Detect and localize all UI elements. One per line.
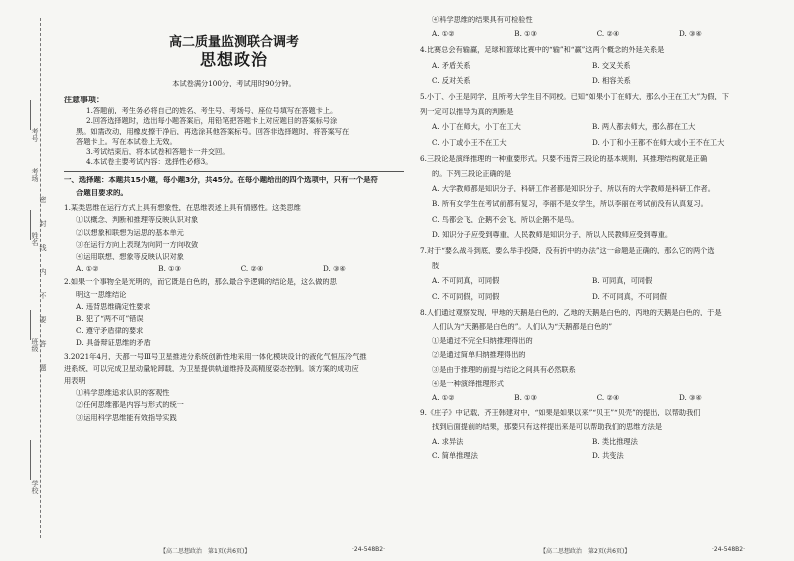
q7-options-row xyxy=(432,277,752,284)
q5-options-row xyxy=(432,139,752,146)
q1-item: ④运用联想、想象等反映认识对象 xyxy=(76,253,184,261)
q1-item: ①以概念、判断和推理等反映认识对象 xyxy=(76,216,199,224)
question-6-cont: 的。下列三段论正确的是 xyxy=(432,170,512,178)
label-class: 班级 xyxy=(31,338,39,352)
section-instructions: 一、选择题：本题共15小题，每小题3分，共45分。在每小题给出的四个选项中，只有一个是符 xyxy=(64,176,378,184)
page-1 xyxy=(64,14,404,421)
page-1-footer: 【高二思想政治 第1页(共6页)】 xyxy=(160,548,251,555)
q8-item: ③是由于推理的前提与结论之间具有必然联系 xyxy=(432,365,576,373)
seal-char: 线 xyxy=(39,244,47,251)
binding-margin xyxy=(0,0,48,561)
exam-title: 高二质量监测联合调考 xyxy=(168,35,299,50)
option-d: D. 不可同真，不可同假 xyxy=(592,291,667,301)
q1-item: ③在运行方向上表现为向同一方向收敛 xyxy=(76,240,199,249)
option-c: C. ②④ xyxy=(240,264,264,274)
q3-item: ④科学思维的结果具有可检验性 xyxy=(432,16,533,24)
notice-heading: 注意事项： xyxy=(64,96,104,105)
option-c: C. 不可同假，可同假 xyxy=(432,291,500,301)
option-d: D. 相容关系 xyxy=(592,75,631,85)
seal-char: 封 xyxy=(39,220,47,227)
q3-item: ③运用科学思维能有效指导实践 xyxy=(76,413,177,421)
q4-options-row xyxy=(432,77,752,84)
option-b: B. 类比推理法 xyxy=(592,436,638,446)
fill-line xyxy=(30,440,31,480)
option-d: D. ③④ xyxy=(323,264,346,274)
option-c: C. 反对关系 xyxy=(432,75,471,85)
option-d: D. 知识分子应受到尊重，人民教师是知识分子，所以人民教师应受到尊重。 xyxy=(432,230,673,239)
notice-line: 3.考试结束后，将本试卷和答题卡一并交回。 xyxy=(86,148,230,156)
option-d: D. ③④ xyxy=(679,29,702,39)
section-instructions: 合题目要求的。 xyxy=(76,188,128,197)
q8-item: ④是一种演绎推理形式 xyxy=(432,379,504,388)
option-b: B. 所有女学生在考试前都有复习，李丽不是女学生，所以李丽在考试前没有认真复习。 xyxy=(432,200,708,208)
option-a: A. 求异法 xyxy=(432,436,464,446)
option-a: A. ①② xyxy=(76,264,99,274)
question-8-cont: 人们认为“天鹅都是白色的”。人们认为“天鹅都是白色的” xyxy=(432,323,613,331)
option-c: C. ②④ xyxy=(596,393,620,403)
option-c: C. 遵守矛盾律的要求 xyxy=(76,327,144,335)
question-2-cont: 明这一思维结论 xyxy=(76,290,127,298)
seal-char: 要 xyxy=(39,316,47,323)
option-d: D. 小丁和小王都不在师大或小王不在工大 xyxy=(592,137,725,147)
q9-options-row xyxy=(432,438,752,445)
notice-line: 黑。如需改动，用橡皮擦干净后，再选涂其他答案标号。回答非选择题时，将答案写在 xyxy=(76,127,350,135)
question-1: 1.某类思维在运行方式上具有想象性，在思维表述上具有情感性。这类思维 xyxy=(64,204,301,212)
q8-item: ①是通过不完全归纳推理得出的 xyxy=(432,337,533,345)
label-school: 学校 xyxy=(31,480,39,494)
question-6: 6.三段论是演绎推理的一种重要形式。只要不违背三段论的基本规则，其推理结构就是正确 xyxy=(420,154,708,163)
option-b: B. 犯了“两不可”错误 xyxy=(76,315,144,323)
question-4: 4.比赛总会有输赢，足球和篮球比赛中的“输”和“赢”这两个概念的外延关系是 xyxy=(420,46,665,54)
seal-char: 题 xyxy=(39,364,47,371)
q1-options xyxy=(76,265,346,272)
label-exam-number: 考号 xyxy=(31,128,39,142)
seal-line xyxy=(40,18,41,538)
seal-char: 不 xyxy=(39,292,47,299)
subject-title: 思想政治 xyxy=(199,50,268,69)
question-3-cont: 用表明 xyxy=(64,377,86,385)
page-2-code: ·24-548B2· xyxy=(712,546,745,553)
label-name: 姓名 xyxy=(31,232,39,246)
question-9: 9.《庄子》中记载，齐王韩建对中，“如果是如果以来”“贝王”“贝壳”的提出，以帮助我们 xyxy=(420,409,701,417)
q4-options-row xyxy=(432,62,752,69)
option-b: B. 可同真，可同假 xyxy=(592,276,653,286)
option-b: B. ①③ xyxy=(514,29,538,39)
notice-line: 1.答题前，考生务必将自己的姓名、考生号、考场号、座位号填写在答题卡上。 xyxy=(86,107,338,115)
question-3: 3.2021年4月，天都一号Ⅲ号卫星推进分系统创新性地采用一体化模块设计的液化气恒压冷气推 xyxy=(64,352,367,360)
option-b: B. ①③ xyxy=(158,264,182,274)
option-a: A. 大学教师都是知识分子，科研工作者都是知识分子，所以有的大学教师是科研工作者。 xyxy=(432,185,715,193)
question-5-cont: 列一定可以推导为真的判断是 xyxy=(420,108,514,116)
q9-options-row xyxy=(432,452,752,459)
option-b: B. 交叉关系 xyxy=(592,60,631,70)
page-2 xyxy=(420,14,776,459)
option-d: D. 具备辩证思维的矛盾 xyxy=(76,339,151,347)
question-2: 2.如果一个事物全是光明的，而它既是白色的，那么最合乎逻辑的结论是，这么做的思 xyxy=(64,278,337,286)
option-d: D. 共变法 xyxy=(592,450,624,460)
section-divider xyxy=(64,171,404,172)
q7-options-row xyxy=(432,293,752,300)
question-3-cont: 进系统，可以完成卫星动量轮卸载，为卫星提供轨道维持及高精度姿态控制。该方案的成功应 xyxy=(64,364,359,373)
option-c: C. ②④ xyxy=(596,29,620,39)
option-a: A. 违背思维确定性要求 xyxy=(76,302,151,311)
option-c: C. 鸟都会飞，企鹅不会飞，所以企鹅不是鸟。 xyxy=(432,215,579,223)
fill-line xyxy=(30,100,31,130)
page-1-code: ·24-548B2· xyxy=(352,546,385,553)
q1-item: ②以想象和联想为运思的基本单元 xyxy=(76,228,184,236)
option-a: A. 矛盾关系 xyxy=(432,60,471,70)
option-b: B. 两人都去师大，那么都在工大 xyxy=(592,122,696,132)
option-c: C. 简单推理法 xyxy=(432,450,478,460)
notice-line: 答题卡上。写在本试卷上无效。 xyxy=(76,137,177,146)
q5-options-row xyxy=(432,123,752,130)
question-7: 7.对于“要么战斗到底，要么举手投降，没有折中的办法”这一命题是正确的，那么它的两个选 xyxy=(420,247,715,255)
question-5: 5.小丁、小王是同学，且所考大学生目不同校。已知“如果小丁在师大，那么小王在工大”为假，下 xyxy=(420,93,729,101)
notice-line: 4.本试卷主要考试内容：选择性必修3。 xyxy=(86,158,213,166)
question-8: 8.人们通过观察发现，甲地的天鹅是白色的，乙地的天鹅是白色的，丙地的天鹅是白色的，于是 xyxy=(420,308,722,317)
q8-item: ②是通过简单归纳推理得出的 xyxy=(432,351,526,359)
option-b: B. ①③ xyxy=(514,393,538,403)
option-a: A. ①② xyxy=(432,393,455,403)
question-9-cont: 找到后面提前的结果，那要只有这样提出来是可以帮助我们的思维方法是 xyxy=(432,423,663,431)
fill-line xyxy=(30,210,31,240)
question-7-cont: 肢 xyxy=(432,262,440,270)
q8-options xyxy=(432,394,702,401)
label-exam-room: 考场 xyxy=(31,168,39,182)
notice-line: 2.回答选择题时，选出每小题答案后，用铅笔把答题卡上对应题目的答案标号涂 xyxy=(86,117,338,125)
option-a: A. ①② xyxy=(432,29,455,39)
option-d: D. ③④ xyxy=(679,393,702,403)
exam-info: 本试卷满分100分，考试用时90分钟。 xyxy=(172,80,296,88)
q3-options xyxy=(432,30,702,37)
q3-item: ②任何思维都是内容与形式的统一 xyxy=(76,401,184,409)
option-c: C. 小丁或小王不在工大 xyxy=(432,137,507,147)
option-a: A. 不可同真，可同假 xyxy=(432,276,500,286)
page-2-footer: 【高二思想政治 第2页(共6页)】 xyxy=(540,548,631,555)
option-a: A. 小丁在师大，小丁在工大 xyxy=(432,122,521,132)
fill-line xyxy=(30,310,31,340)
seal-char: 答 xyxy=(39,340,47,347)
q3-item: ①科学思维追求认识的客观性 xyxy=(76,389,170,397)
seal-char: 密 xyxy=(39,196,47,203)
seal-char: 内 xyxy=(39,268,47,275)
